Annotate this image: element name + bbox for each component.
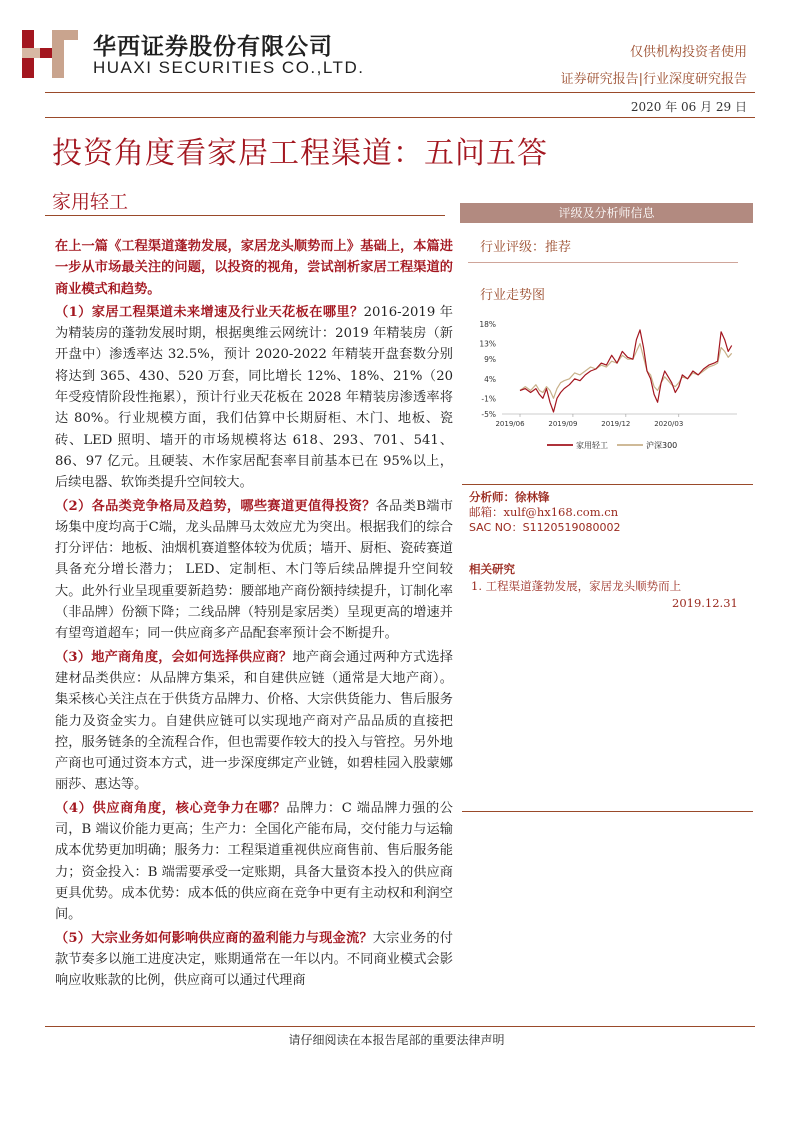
series-lines (520, 330, 732, 412)
footer-divider (45, 1026, 755, 1027)
related-research-date: 2019.12.31 (672, 596, 738, 610)
footer-disclaimer: 请仔细阅读在本报告尾部的重要法律声明 (288, 1033, 505, 1047)
x-tick-label: 2019/06 (495, 420, 525, 428)
x-tick-label: 2019/09 (548, 420, 578, 428)
y-axis-ticks (479, 320, 496, 419)
y-tick-label: 18% (479, 320, 496, 329)
question-3-title: （3）地产商角度，会如何选择供应商？ (55, 649, 293, 665)
question-5 (55, 928, 453, 992)
question-4-text: 品牌力：C 端品牌力强的公司，B 端议价能力更高；生产力：全国化产能布局，交付能力与运输成本优势更加明确；服务力：工程渠道重视供应商售前、售后服务能力；资金投入：B 端需要承受一定账期，具备大量资本投入的供应商更具优势。成本优势：成本低的供应商在竞争中更有主动权和利润空间。 (55, 800, 453, 923)
report-type: 证券研究报告|行业深度研究报告 (560, 72, 747, 87)
question-2-text: 各品类B端市场集中度均高于C端，龙头品牌马太效应尤为突出。根据我们的综合打分评估：地板、油烟机赛道整体较为优质；墙开、厨柜、瓷砖赛道具备充分增长潜力； LED、定制柜、木门等后续品牌提升空间较大。此外行业呈现重要新趋势：腰部地产商份额持续提升，订制化率（非品牌）份额下降；二线品牌（特别是家居类）呈现更高的增速并有望弯道超车；同一供应商多产品配套率预计会不断提升。 (55, 498, 453, 642)
related-research-header: 相关研究 (469, 562, 515, 576)
trend-chart (462, 312, 752, 462)
report-body (55, 236, 453, 993)
analyst-name: 分析师：徐林锋 (469, 490, 550, 504)
date-divider (45, 117, 755, 118)
company-logo (22, 26, 78, 78)
header-divider (45, 92, 755, 93)
x-tick-label: 2019/12 (601, 420, 631, 428)
y-tick-label: -1% (481, 394, 496, 404)
trend-chart-title: 行业走势图 (480, 288, 546, 303)
question-3 (55, 647, 453, 796)
y-tick-label: 9% (484, 355, 496, 365)
analyst-email[interactable]: 邮箱：xulf@hx168.com.cn (469, 505, 619, 519)
intro-paragraph: 在上一篇《工程渠道蓬勃发展，家居龙头顺势而上》基础上，本篇进一步从市场最关注的问题，以投资的视角，尝试剖析家居工程渠道的商业模式和趋势。 (55, 239, 453, 297)
industry-divider (45, 215, 445, 216)
question-4-title: （4）供应商角度，核心竞争力在哪？ (55, 800, 287, 816)
chart-legend (547, 440, 677, 450)
report-date: 2020 年 06 月 29 日 (630, 100, 747, 114)
question-4 (55, 798, 453, 926)
question-1-text: 2016-2019 年为精装房的蓬勃发展时期，根据奥维云网统计：2019 年精装房（新开盘中）渗透率达 32.5%，预计 2020-2022 年精装开盘套数分别将达到 365、430、520 万套，同比增长 12%、18%、21%（20 年受疫情阶段性拖累），预计行业天花板在 2028 年精装房渗透率将达 80%。行业规模方面，我们估算中长期厨柜、木门、地板、瓷砖、LED 照明、墙开的市场规模将达 618、293、701、541、86、97 亿元。且硬装、木作家居配套率目前基本已在 95%以上，后续电器、软饰类提升空间较大。 (55, 304, 453, 491)
question-1-title: （1）家居工程渠道未来增速及行业天花板在哪里？ (55, 304, 364, 320)
company-name-en: HUAXI SECURITIES CO.,LTD. (93, 58, 365, 77)
question-5-title: （5）大宗业务如何影响供应商的盈利能力与现金流？ (55, 930, 373, 946)
question-5-text: 大宗业务的付款节奏多以施工进度决定，账期通常在一年以内。不同商业模式会影响应收账款的比例，供应商可以通过代理商 (55, 930, 453, 989)
legend-label: 沪深300 (646, 441, 678, 450)
series-line-furniture (520, 330, 732, 412)
audience-note: 仅供机构投资者使用 (629, 45, 747, 60)
question-2 (55, 496, 453, 645)
series-line-csi300 (520, 344, 732, 399)
y-tick-label: 4% (484, 374, 496, 384)
analyst-sac-number: SAC NO：S1120519080002 (469, 521, 621, 534)
sidebar-bottom-divider (462, 811, 753, 812)
page-title: 投资角度看家居工程渠道：五问五答 (52, 136, 548, 171)
y-tick-label: -5% (481, 410, 496, 419)
x-axis-ticks (495, 414, 683, 428)
sidebar-divider (468, 262, 738, 263)
legend-label: 家用轻工 (576, 441, 608, 450)
question-2-title: （2）各品类竞争格局及趋势，哪些赛道更值得投资？ (55, 498, 376, 514)
y-tick-label: 13% (479, 339, 496, 349)
question-3-text: 地产商会通过两种方式选择建材品类供应：从品牌方集采，和自建供应链（通常是大地产商）。集采核心关注点在于供货方品牌力、价格、大宗供货能力、售后服务能力及资金实力。自建供应链可以实现地产商对产品品质的直接把控，服务链条的全流程合作，但也需要作较大的投入与管控。另外地产商也可通过资本方式，进一步深度绑定产业链，如碧桂园入股蒙娜丽莎、惠达等。 (55, 649, 453, 793)
industry-rating: 行业评级：推荐 (480, 240, 572, 255)
x-tick-label: 2020/03 (654, 420, 684, 428)
sidebar-header: 评级及分析师信息 (460, 203, 753, 223)
analyst-divider (462, 484, 753, 485)
industry-label: 家用轻工 (52, 191, 129, 213)
related-research-item[interactable]: 1. 工程渠道蓬勃发展，家居龙头顺势而上 (471, 579, 682, 593)
question-1 (55, 302, 453, 494)
company-name-cn: 华西证券股份有限公司 (93, 34, 333, 60)
